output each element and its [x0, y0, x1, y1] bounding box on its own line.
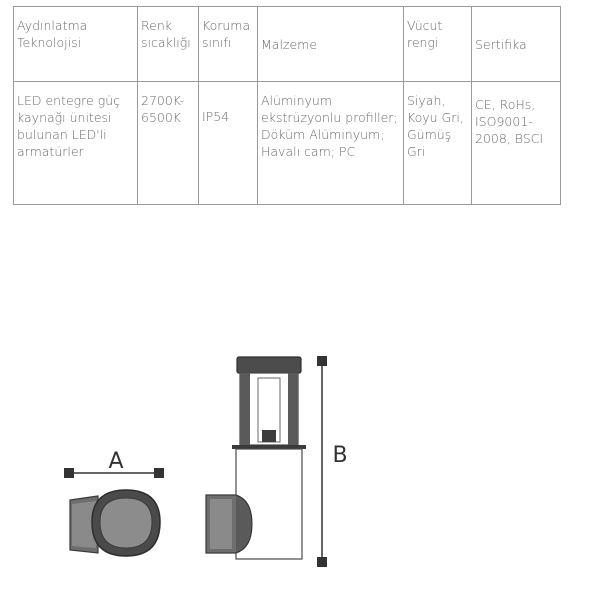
- side-view-collar: [232, 445, 306, 449]
- header-technology: Aydınlatma Teknolojisi: [14, 7, 138, 82]
- spec-table: [13, 6, 561, 205]
- side-view-post-left: [240, 373, 250, 445]
- dimension-a: [64, 449, 164, 478]
- side-view-lamp-base: [262, 430, 276, 442]
- dimension-b-label: B: [332, 443, 348, 468]
- cell-certificate: CE, RoHs, ISO9001-2008, BSCI: [472, 82, 561, 205]
- header-body-color: Vücut rengi: [404, 7, 472, 82]
- top-view-lens: [100, 498, 152, 548]
- dimension-b-top-marker: [317, 356, 327, 366]
- header-color-temperature: Renk sıcaklığı: [138, 7, 199, 82]
- header-certificate: Sertifika: [472, 7, 561, 82]
- dimension-a-right-marker: [154, 468, 164, 478]
- product-drawing: [0, 330, 607, 603]
- dimension-a-left-marker: [64, 468, 74, 478]
- dimension-b: [317, 356, 348, 567]
- header-protection-class: Koruma sınıfı: [199, 7, 258, 82]
- header-material: Malzeme: [258, 7, 404, 82]
- table-row: [14, 82, 561, 205]
- top-view: [70, 490, 160, 556]
- cell-protection-class: IP54: [199, 82, 258, 205]
- table-header-row: [14, 7, 561, 82]
- side-view: [206, 357, 306, 559]
- cell-technology: LED entegre güç kaynağı ünitesi bulunan LED'li armatürler: [14, 82, 138, 205]
- cell-color-temperature: 2700K-6500K: [138, 82, 199, 205]
- dimension-a-label: A: [108, 449, 124, 474]
- side-view-cap: [237, 357, 301, 373]
- cell-body-color: Siyah, Koyu Gri, Gümüş Gri: [404, 82, 472, 205]
- dimension-b-bottom-marker: [317, 557, 327, 567]
- side-view-post-right: [288, 373, 298, 445]
- side-view-mount-face: [210, 499, 232, 549]
- cell-material: Alüminyum ekstrüzyonlu profiller; Döküm Alüminyum; Havalı cam; PC: [258, 82, 404, 205]
